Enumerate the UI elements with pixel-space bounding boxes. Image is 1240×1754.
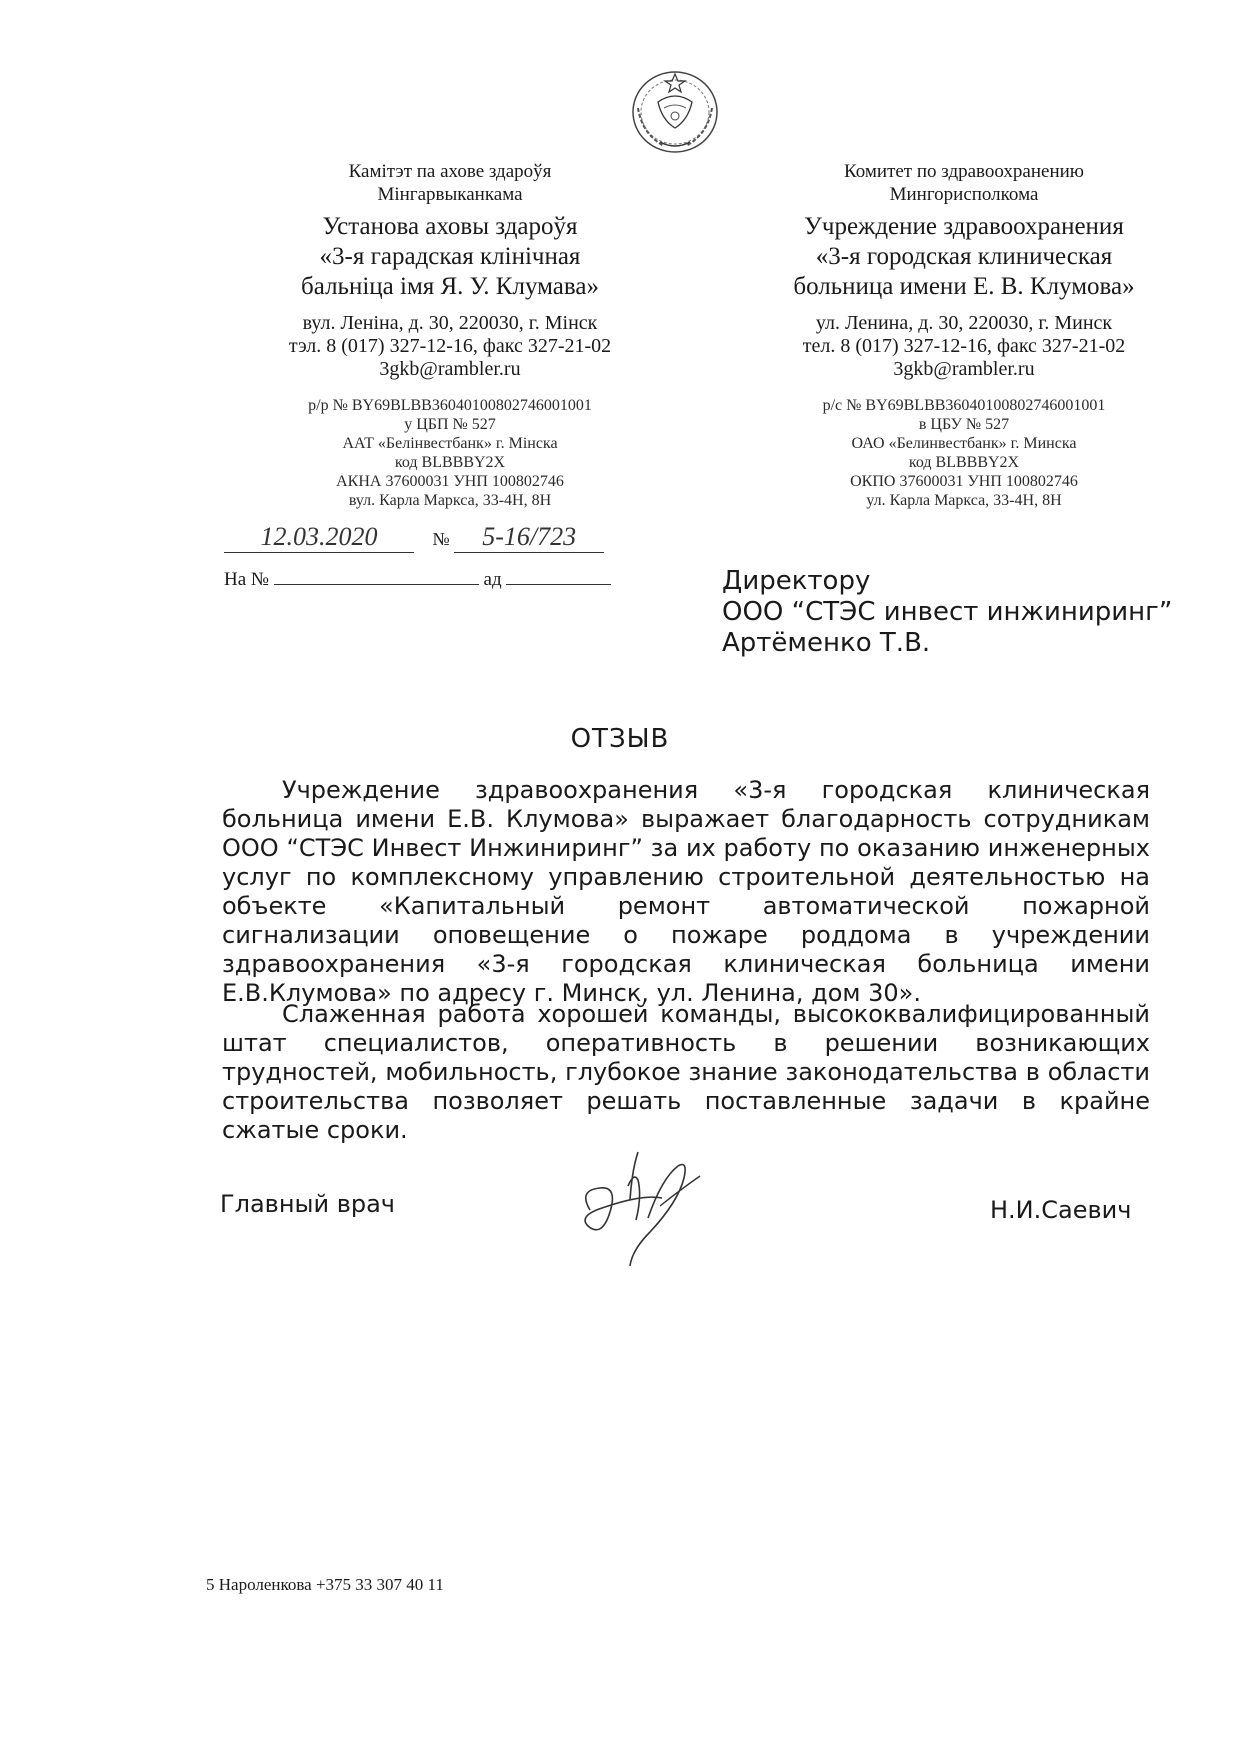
bank-branch-line: у ЦБП № 527: [404, 416, 496, 433]
reference-line: [224, 568, 611, 591]
institution-name-line: больница имени Е. В. Клумова»: [793, 273, 1135, 300]
recipient-name: Артёменко Т.В.: [722, 628, 931, 658]
signatory-name: Н.И.Саевич: [990, 1196, 1132, 1224]
bank-branch-line: в ЦБУ № 527: [918, 416, 1010, 433]
letter-date: 12.03.2020: [224, 522, 414, 553]
phone-fax-line: тэл. 8 (017) 327-12-16, факс 327-21-02: [288, 335, 612, 357]
tax-id-line: АКНА 37600031 УНП 100802746: [336, 473, 564, 490]
signatory-position: Главный врач: [220, 1190, 395, 1218]
institution-name-line: «3-я гарадская клінічная: [319, 243, 581, 270]
document-title: ОТЗЫВ: [570, 724, 670, 754]
reference-number-blank: [274, 568, 479, 585]
parent-org-line: Комитет по здравоохранению: [844, 161, 1084, 182]
bank-code-line: код BLBBBY2X: [394, 454, 506, 471]
body-paragraph-1: [222, 776, 1150, 1008]
reference-number-label: На №: [224, 569, 270, 590]
coat-of-arms-emblem: [620, 60, 730, 160]
executor-contact: 5 Нароленкова +375 33 307 40 11: [206, 1575, 444, 1594]
institution-name-line: Установа аховы здароўя: [322, 213, 578, 240]
paragraph-text: Учреждение здравоохранения «3-я городская клиническая больница имени Е.В. Клумова» выражает благодарность сотрудникам ООО “СТЭС Инвест Инжиниринг” за их работу по оказанию инженерных услуг по комплексному управлению строительной деятельностью на объекте «Капитальный ремонт автоматической пожарной сигнализации оповещение о пожаре роддома в учреждении здравоохранения «3-я городская клиническая больница имени Е.В.Клумова» по адресу г. Минск, ул. Ленина, дом 30».: [222, 776, 1150, 1007]
institution-name-line: бальніца імя Я. У. Клумава»: [301, 273, 599, 300]
reference-date-blank: [506, 568, 611, 585]
parent-org-line: Камітэт па ахове здароўя: [348, 161, 552, 182]
handwritten-signature: [570, 1140, 740, 1270]
letterhead-russian: [744, 160, 1184, 510]
body-paragraph-2: [222, 1000, 1150, 1145]
address-line: вул. Леніна, д. 30, 220030, г. Мінск: [302, 312, 598, 334]
bank-address-line: вул. Карла Маркса, 33-4Н, 8Н: [348, 492, 552, 509]
bank-address-line: ул. Карла Маркса, 33-4Н, 8Н: [866, 492, 1062, 509]
phone-fax-line: тел. 8 (017) 327-12-16, факс 327-21-02: [802, 335, 1126, 357]
bank-name-line: ОАО «Белинвестбанк» г. Минска: [851, 435, 1077, 452]
bank-account-line: р/с № BY69BLBB36040100802746001001: [822, 397, 1106, 414]
letterhead-belarusian: [230, 160, 670, 510]
reference-from-label: ад: [483, 569, 502, 590]
parent-org-line: Мінгарвыканкама: [377, 184, 523, 205]
bank-name-line: ААТ «Белінвестбанк» г. Мінска: [342, 435, 558, 452]
registration-line: [224, 522, 604, 553]
recipient-block: [722, 566, 1172, 659]
letter-number: 5-16/723: [454, 522, 604, 553]
number-sign: №: [432, 529, 450, 549]
tax-id-line: ОКПО 37600031 УНП 100802746: [850, 473, 1078, 490]
bank-account-line: р/р № BY69BLBB36040100802746001001: [308, 397, 592, 414]
institution-name-line: «3-я городская клиническая: [815, 243, 1113, 270]
recipient-title: Директору: [722, 566, 871, 596]
institution-name-line: Учреждение здравоохранения: [804, 213, 1124, 240]
recipient-company: ООО “СТЭС инвест инжиниринг”: [722, 597, 1173, 627]
address-line: ул. Ленина, д. 30, 220030, г. Минск: [815, 312, 1113, 334]
email-address: 3gkb@rambler.ru: [379, 358, 521, 380]
paragraph-text: Слаженная работа хорошей команды, высококвалифицированный штат специалистов, оперативность в решении возникающих трудностей, мобильность, глубокое знание законодательства в области строительства позволяет решать поставленные задачи в крайне сжатые сроки.: [222, 1000, 1150, 1144]
bank-code-line: код BLBBBY2X: [908, 454, 1020, 471]
parent-org-line: Мингорисполкома: [889, 184, 1039, 205]
email-address: 3gkb@rambler.ru: [893, 358, 1035, 380]
